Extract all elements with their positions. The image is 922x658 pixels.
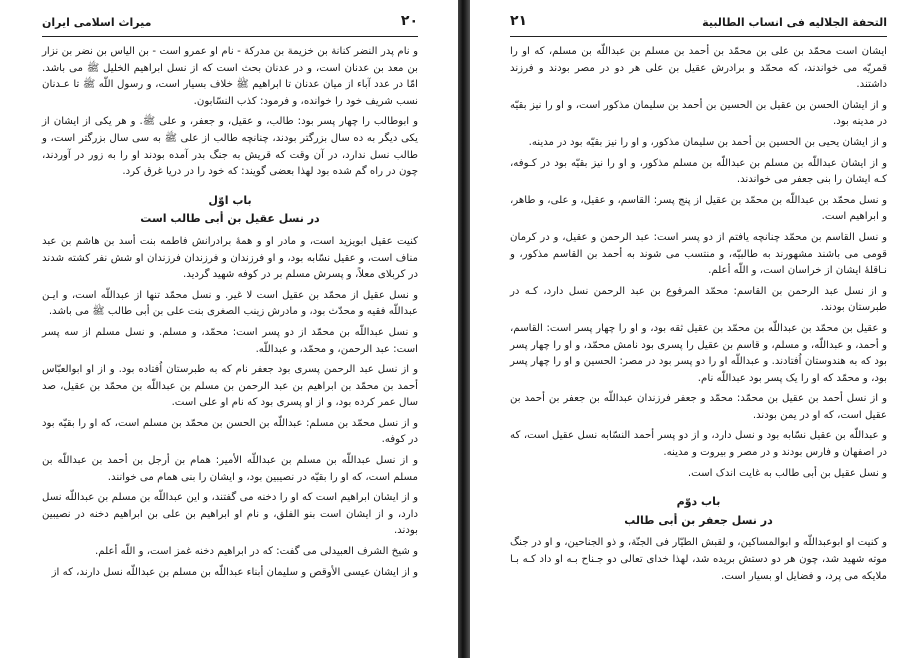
left-paragraph: و از ایشان عیسی الأوقص و سلیمان أبناء عبداللّه بن مسلم بن عبداللّه نسل دارند، که از xyxy=(51,566,418,578)
left-paragraph: و از نسل محمّد بن مسلم: عبداللّه بن الحسن بن محمّد بن مسلم است، که او را بقیّه بود در کوفه. xyxy=(42,417,418,446)
left-header-rule xyxy=(42,36,418,37)
right-paragraph: و از ایشان عبداللّه بن مسلم بن عبداللّه بن مسلم مذکور، و او را نیز بقیّه بود در کـوفه، کـه ایشان را بنی جعفر می خواندند. xyxy=(510,157,887,186)
right-paragraph: و از ایشان الحسن بن عقیل بن الحسین بن أحمد بن سلیمان مذکور است، و او را نیز بقیّه در مدینه بود. xyxy=(510,99,887,128)
right-chapter-title: باب دوّم xyxy=(676,495,721,509)
right-paragraph: و عبداللّه بن عقیل نسّابه بود و نسل دارد، و از دو پسر أحمد النسّابه نسل عقیل است، که در اصفهان و فارس بودند و در مصر و بیروت و مدینه. xyxy=(510,430,887,459)
right-body-text xyxy=(510,44,887,648)
left-paragraph: و شیخ الشرف العبیدلی می گفت: که در ابراهیم دخنه غمز است، و اللّه أعلم. xyxy=(95,546,418,558)
left-running-title: میراث اسلامی ایران xyxy=(42,16,152,29)
right-paragraph: و نسل محمّد بن عبداللّه بن محمّد بن عقیل از پنج پسر: القاسم، و عقیل، و علی، و طاهر، و ابراهیم است. xyxy=(510,194,887,223)
left-paragraph: کنیت عقیل ابویزید است، و مادر او و همهٔ برادرانش فاطمه بنت أسد بن هاشم بن عبد مناف است، و عقیل نسّابه بود، و او فرزندان و فرزندان فرزندان او شش نفر کشته شدند در کربلای معلاً، و پسرش مسلم بر در کوفه شهید گردید. xyxy=(42,235,418,281)
left-page xyxy=(0,0,458,658)
left-paragraph: و از ایشان ابراهیم است که او را دخنه می گفتند، و این عبداللّه بن مسلم بن عبداللّه نسل دارد، و از ایشان است بنو الفلق، و نام او ابراهیم بن علی بن ابراهیم دخنه در نصیبین بودند. xyxy=(42,492,418,537)
right-running-head xyxy=(510,14,887,34)
right-page-number: ۲۱ xyxy=(510,13,528,29)
right-paragraph: و از نسل أحمد بن عقیل بن محمّد: محمّد و جعفر فرزندان عبداللّه بن جعفر بن أحمد بن عقیل است، که او در یمن بودند. xyxy=(510,393,887,421)
right-paragraph: و عقیل بن محمّد بن عبداللّه بن محمّد بن عقیل ثقه بود، و او را چهار پسر است: القاسم، و أحمد، و عبداللّه، و مسلم، و قاسم بن عقیل را پسری بود نامش محمّد، و او را چهار پسر بود که به هندوستان اُفتادند. و عبداللّه او را دو پسر بود در مصر: الحسین و او را چهار پسر بود، و محمّد که او را یک پسر بود عبداللّه نام. xyxy=(510,322,887,384)
left-chapter-subtitle: در نسل عقیل بن أبی طالب است xyxy=(140,212,320,226)
right-running-title: التحفة الجلالیه فی انساب الطالبیة xyxy=(702,16,887,29)
left-body-text xyxy=(42,44,418,648)
left-paragraph: و نام پدر النضر کنانة بن خزیمة بن مدرکة - نام او عمرو است - بن الیاس بن نضر بن نزار بن معد بن عدنان است، و در عدنان بحث است که از نسل ابراهیم الخلیل ﷺ می باشد. امّا در عدد آباء از میان عدنان تا ابراهیم ﷺ خلاف بسیار است، و رسول اللّه ﷺ تا عـدنان نسب شریف خود را خوانده، و فرمود: کذب النسّابون. xyxy=(42,46,418,107)
left-paragraph: و از نسل عبداللّه بن مسلم بن عبداللّه الأمیر: همام بن أرجل بن أحمد بن عبداللّه بن مسلم است، که او را بقیّه در نصیبین بود، و ایشان را بنی همام می خوانند. xyxy=(42,455,418,483)
left-paragraph: و نسل عبداللّه بن محمّد از دو پسر است: محمّد، و مسلم. و نسل مسلم از سه پسر است: عبد الرحمن، و محمّد، و عبداللّه. xyxy=(42,326,418,355)
right-paragraph: و از نسل عبد الرحمن بن القاسم: محمّد المرفوع بن عبد الرحمن نسل دارد، کـه در طبرستان بودند. xyxy=(510,285,887,314)
right-paragraph: و کنیت او ابوعبداللّه و ابوالمساکین، و لقبش الطیّار فی الجنّة، و ذو الجناحین، و او در جنگ موته شهید شد، چون هر دو دستش بریده شد، لهذا خدای تعالی دو جـناح بـه او داد کـه بـا ملایکه می پرد، و فضایل او بسیار است. xyxy=(510,537,887,582)
right-paragraph: و نسل القاسم بن محمّد چنانچه یافتم از دو پسر است: عبد الرحمن و عقیل، و در کرمان قومی می باشند مشهورند به طالبیّه، و منتسب می شوند به أحمد بن القاسم مذکور، و نـاقلهٔ ایشان از خراسان است، و اللّه أعلم. xyxy=(510,231,887,277)
right-page xyxy=(470,0,922,658)
right-paragraph: ایشان است محمّد بن علی بن محمّد بن أحمد بن مسلم بن عبداللّه بن مسلم، که او را قمریّه می خواندند، که محمّد و برادرش عقیل بن علی هر دو در مصر بودند و فرزند داشتند. xyxy=(510,46,887,91)
right-header-rule xyxy=(510,36,887,37)
left-paragraph: و ابوطالب را چهار پسر بود: طالب، و عقیل، و جعفر، و علی ﷺ. و هر یکی از ایشان از یکی دیگر به ده سال بزرگتر بودند، چنانچه طالب از علی ﷺ به سی سال بزرگتر است، و طالب نسل ندارد، در آن وقت که قریش به جنگ بدر آمده بودند او را به زور در آوردند، چون در راه گم شده بود لهذا بعضی گویند: که خود را در دریا غرق کرد. xyxy=(42,116,418,178)
left-paragraph: و از نسل عبد الرحمن پسری بود جعفر نام که به طبرستان اُفتاده بود. و از او ابوالعبّاس أحمد بن محمّد بن ابراهیم بن عبد الرحمن بن مسلم بن عبداللّه بن محمّد بن عقیل، صد سال عمر کرده بود، و از او پسری بود که نام او علی است. xyxy=(42,364,418,409)
left-running-head xyxy=(42,14,418,34)
right-chapter-subtitle: در نسل جعفر بن أبی طالب xyxy=(624,513,773,527)
book-gutter xyxy=(458,0,470,658)
right-paragraph: و از ایشان یحیی بن الحسین بن أحمد بن سلیمان مذکور، و او را نیز بقیّه بود در مدینه. xyxy=(528,136,887,148)
left-chapter-title: باب اوّل xyxy=(208,193,252,207)
left-paragraph: و نسل عقیل از محمّد بن عقیل است لا غیر. و نسل محمّد تنها از عبداللّه است، و ایـن عبداللّه فقیه و محدّث بود، و مادرش زینب الصغری بنت علی بن أبی طالب ﷺ می باشد. xyxy=(42,289,418,318)
right-paragraph: و نسل عقیل بن أبی طالب به غایت اندک است. xyxy=(687,467,887,479)
left-page-number: ۲۰ xyxy=(400,13,418,29)
